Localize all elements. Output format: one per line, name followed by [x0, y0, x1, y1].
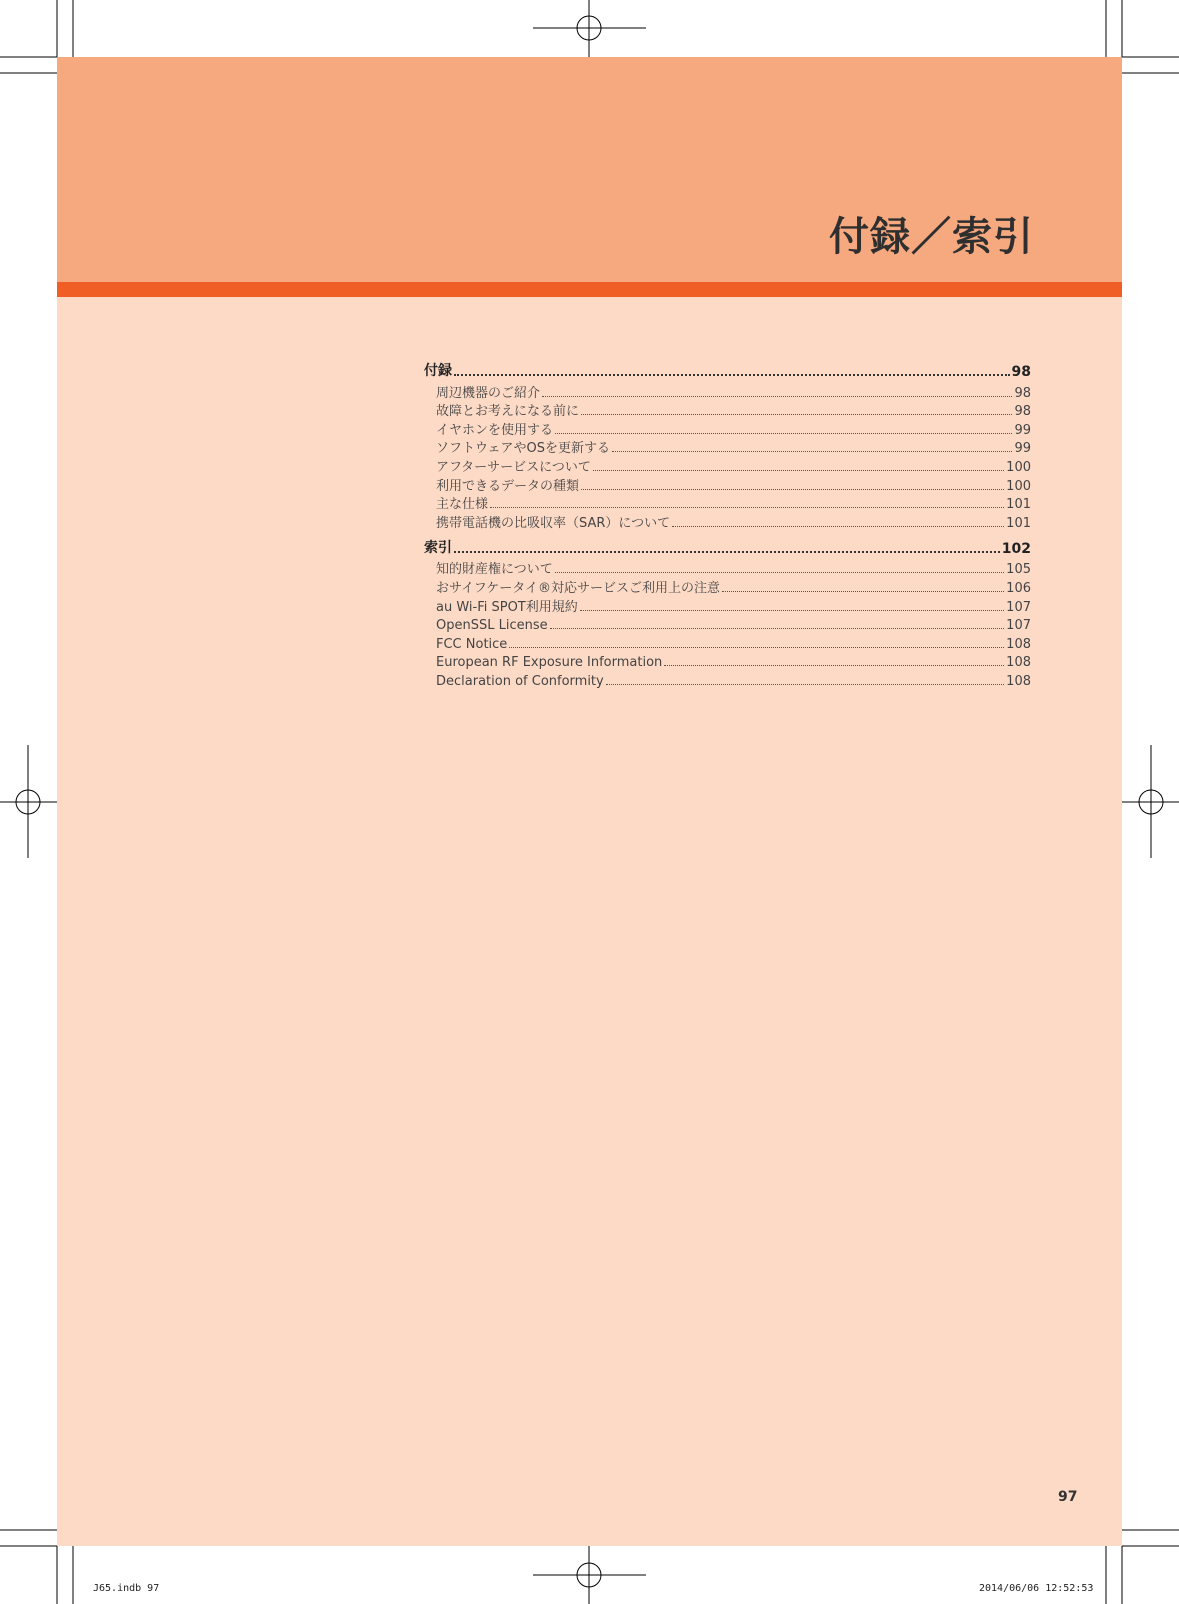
- toc-section-index: [424, 536, 1031, 689]
- toc-entry-page: 107: [1006, 599, 1031, 615]
- toc-entry-label: 索引: [424, 539, 452, 556]
- toc-entry-label: 知的財産権について: [436, 562, 553, 578]
- toc-entry[interactable]: [424, 512, 1031, 531]
- toc-entry-label: 周辺機器のご紹介: [436, 385, 541, 401]
- leader-dots: [555, 432, 1012, 434]
- chapter-header-band: [57, 57, 1122, 282]
- leader-dots: [490, 506, 1004, 508]
- toc-entry-label: FCC Notice: [436, 636, 508, 652]
- toc-entry[interactable]: [424, 615, 1031, 634]
- toc-entry-page: 108: [1006, 655, 1031, 671]
- toc-entry[interactable]: [424, 633, 1031, 652]
- toc-entry-page: 98: [1014, 385, 1031, 401]
- toc-entry-page: 101: [1006, 497, 1031, 513]
- toc-entry-page: 108: [1006, 673, 1031, 689]
- toc-entry-main[interactable]: [424, 536, 1031, 557]
- toc-entry-label: 付録: [424, 363, 452, 379]
- toc-entry-page: 100: [1006, 459, 1031, 475]
- toc-entry-page: 101: [1006, 515, 1031, 531]
- toc-entry-label: ソフトウェアやOSを更新する: [436, 441, 610, 457]
- toc-entry-label: European RF Exposure Information: [436, 655, 663, 671]
- toc-entry-page: 107: [1006, 618, 1031, 634]
- toc-entry-page: 98: [1011, 364, 1031, 380]
- toc-entry[interactable]: [424, 596, 1031, 615]
- leader-dots: [509, 646, 1004, 648]
- toc-entry[interactable]: [424, 419, 1031, 438]
- leader-dots: [593, 469, 1004, 471]
- toc-entry-page: 108: [1006, 636, 1031, 652]
- toc-entry[interactable]: [424, 670, 1031, 689]
- leader-dots: [542, 395, 1012, 397]
- toc-entry-label: イヤホンを使用する: [436, 422, 554, 438]
- toc-entry[interactable]: [424, 401, 1031, 420]
- leader-dots: [550, 627, 1005, 629]
- header-accent-line: [57, 282, 1122, 297]
- toc-entry-page: 99: [1014, 441, 1031, 457]
- toc-entry-label: Declaration of Conformity: [436, 673, 604, 689]
- toc-entry[interactable]: [424, 652, 1031, 671]
- toc-entry-page: 105: [1006, 562, 1031, 578]
- toc-entry-page: 99: [1014, 422, 1031, 438]
- leader-dots: [555, 571, 1004, 573]
- leader-dots: [672, 525, 1004, 527]
- toc-entry-label: OpenSSL License: [436, 618, 548, 634]
- toc-entry-page: 98: [1014, 404, 1031, 420]
- toc-entry-page: 100: [1006, 478, 1031, 494]
- toc-entry-page: 102: [1001, 540, 1031, 557]
- toc-entry[interactable]: [424, 559, 1031, 578]
- toc-entry-page: 106: [1006, 580, 1031, 596]
- chapter-title: 付録／索引: [829, 214, 1034, 260]
- toc-entry-label: au Wi-Fi SPOT利用規約: [436, 599, 578, 615]
- footer-file-info: J65.indb 97: [93, 1583, 160, 1594]
- toc-entry-label: 利用できるデータの種類: [436, 478, 580, 494]
- toc-entry-main[interactable]: [424, 359, 1031, 380]
- toc-entry[interactable]: [424, 577, 1031, 596]
- leader-dots: [454, 550, 1000, 553]
- toc-entry-label: おサイフケータイ®対応サービスご利用上の注意: [436, 580, 721, 596]
- footer-timestamp: 2014/06/06 12:52:53: [979, 1583, 1094, 1594]
- leader-dots: [664, 664, 1004, 666]
- leader-dots: [581, 488, 1004, 490]
- toc-entry-label: 故障とお考えになる前に: [436, 404, 580, 420]
- leader-dots: [606, 683, 1004, 685]
- toc-section-appendix: [424, 359, 1031, 531]
- page-area: [57, 57, 1122, 1546]
- leader-dots: [612, 450, 1012, 452]
- toc-entry[interactable]: [424, 438, 1031, 457]
- toc-entry[interactable]: [424, 382, 1031, 401]
- toc-entry[interactable]: [424, 494, 1031, 513]
- leader-dots: [454, 373, 1010, 376]
- leader-dots: [581, 413, 1012, 415]
- page-number: 97: [1058, 1489, 1078, 1505]
- leader-dots: [580, 609, 1004, 611]
- leader-dots: [722, 590, 1004, 592]
- toc-entry-label: 主な仕様: [436, 497, 489, 513]
- toc-entry-label: 携帯電話機の比吸収率（SAR）について: [436, 515, 671, 531]
- toc-entry-label: アフターサービスについて: [436, 459, 591, 475]
- toc-entry[interactable]: [424, 456, 1031, 475]
- toc-entry[interactable]: [424, 475, 1031, 494]
- table-of-contents: [424, 359, 1031, 694]
